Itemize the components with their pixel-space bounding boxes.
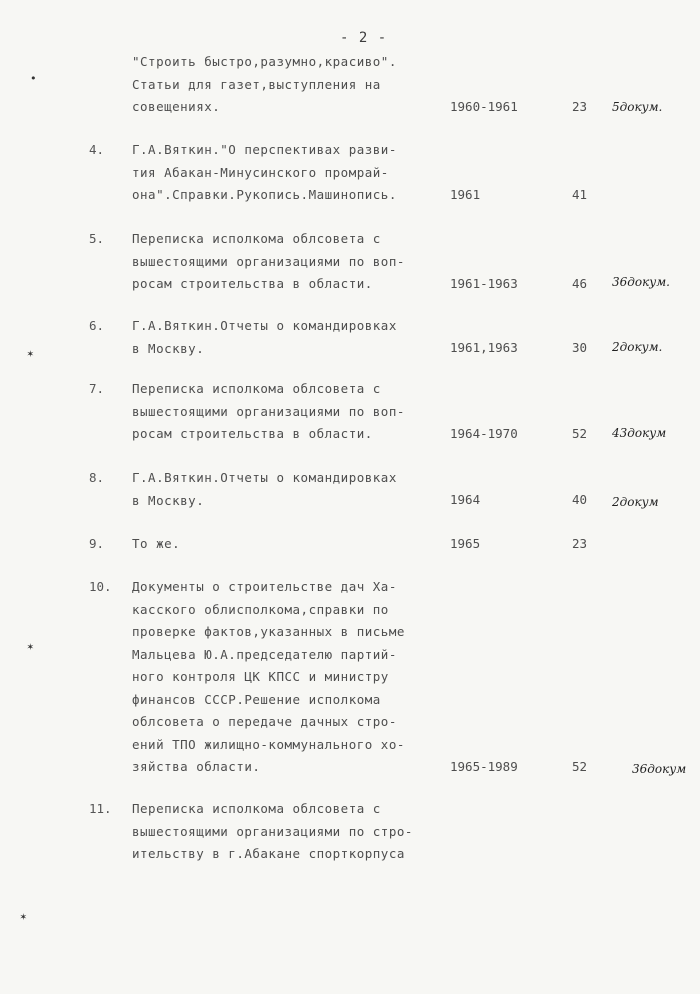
item-years: 1961: [450, 187, 481, 202]
item-years: 1965-1989: [450, 759, 518, 774]
item-title: [132, 228, 442, 296]
item-title: [132, 139, 442, 207]
title-line: проверке фактов,указанных в письме: [132, 624, 405, 639]
scan-mark: •: [30, 72, 37, 85]
item-sheets: 41: [572, 187, 588, 202]
scan-mark: ✶: [27, 347, 34, 360]
scan-mark: ✶: [27, 640, 34, 653]
item-years: 1965: [450, 536, 481, 551]
item-sheets: 52: [572, 759, 588, 774]
item-number: 4.: [89, 142, 105, 157]
title-line: тия Абакан-Минусинского промрай-: [132, 164, 389, 180]
item-sheets: 40: [572, 492, 588, 507]
title-line: ений ТПО жилищно-коммунального хо-: [132, 736, 405, 752]
title-line: финансов СССР.Решение исполкома: [132, 691, 381, 707]
scan-mark: ✶: [20, 910, 27, 923]
title-line: она".Справки.Рукопись.Машинопись.: [132, 187, 397, 202]
title-line: "Строить быстро,разумно,красиво".: [132, 54, 397, 69]
title-line: в Москву.: [132, 492, 205, 508]
title-line: вышестоящими организациями по воп-: [132, 403, 405, 419]
handwritten-note: 36докум: [632, 762, 687, 776]
item-sheets: 46: [572, 276, 588, 291]
item-number: 7.: [89, 381, 105, 396]
title-line: в Москву.: [132, 340, 205, 356]
item-years: 1961,1963: [450, 340, 518, 355]
item-number: 11.: [89, 801, 112, 816]
item-sheets: 52: [572, 426, 588, 441]
title-line: вышестоящими организациями по воп-: [132, 253, 405, 269]
handwritten-note: 2докум: [612, 495, 659, 509]
item-number: 10.: [89, 579, 112, 594]
title-line: росам строительства в области.: [132, 276, 373, 291]
title-line: вышестоящими организациями по стро-: [132, 823, 413, 839]
title-line: облсовета о передаче дачных стро-: [132, 714, 397, 729]
item-sheets: 23: [572, 536, 588, 551]
title-line: Г.А.Вяткин."О перспективах разви-: [132, 142, 397, 157]
item-sheets: 30: [572, 340, 588, 355]
item-number: 6.: [89, 318, 105, 333]
item-years: 1960-1961: [450, 99, 518, 114]
item-years: 1964: [450, 492, 481, 507]
title-line: Переписка исполкома облсовета с: [132, 381, 381, 396]
handwritten-note: 5докум.: [612, 100, 663, 114]
title-line: зяйства области.: [132, 759, 261, 774]
title-line: То же.: [132, 536, 181, 551]
title-line: Переписка исполкома облсовета с: [132, 801, 381, 816]
title-line: Документы о строительстве дач Ха-: [132, 579, 397, 594]
title-line: Переписка исполкома облсовета с: [132, 231, 381, 246]
item-title: [132, 51, 442, 119]
item-number: 9.: [89, 536, 105, 551]
title-line: росам строительства в области.: [132, 426, 373, 441]
item-years: 1961-1963: [450, 276, 518, 291]
handwritten-note: 36докум.: [612, 275, 670, 289]
title-line: совещениях.: [132, 99, 221, 114]
item-title: [132, 378, 442, 446]
title-line: ительству в г.Абакане спорткорпуса: [132, 846, 405, 861]
item-title: [132, 533, 442, 556]
page-number: - 2 -: [340, 30, 388, 46]
item-title: [132, 798, 442, 866]
title-line: Г.А.Вяткин.Отчеты о командировках: [132, 318, 397, 333]
item-number: 8.: [89, 470, 105, 485]
item-sheets: 23: [572, 99, 588, 114]
item-number: 5.: [89, 231, 105, 246]
item-title: [132, 576, 442, 779]
handwritten-note: 2докум.: [612, 340, 663, 354]
item-years: 1964-1970: [450, 426, 518, 441]
title-line: касского облисполкома,справки по: [132, 601, 389, 617]
item-title: [132, 467, 442, 512]
title-line: Мальцева Ю.А.председателю партий-: [132, 646, 397, 662]
title-line: Статьи для газет,выступления на: [132, 76, 381, 92]
item-title: [132, 315, 442, 360]
title-line: ного контроля ЦК КПСС и министру: [132, 669, 389, 684]
title-line: Г.А.Вяткин.Отчеты о командировках: [132, 470, 397, 485]
handwritten-note: 43докум: [612, 426, 667, 440]
